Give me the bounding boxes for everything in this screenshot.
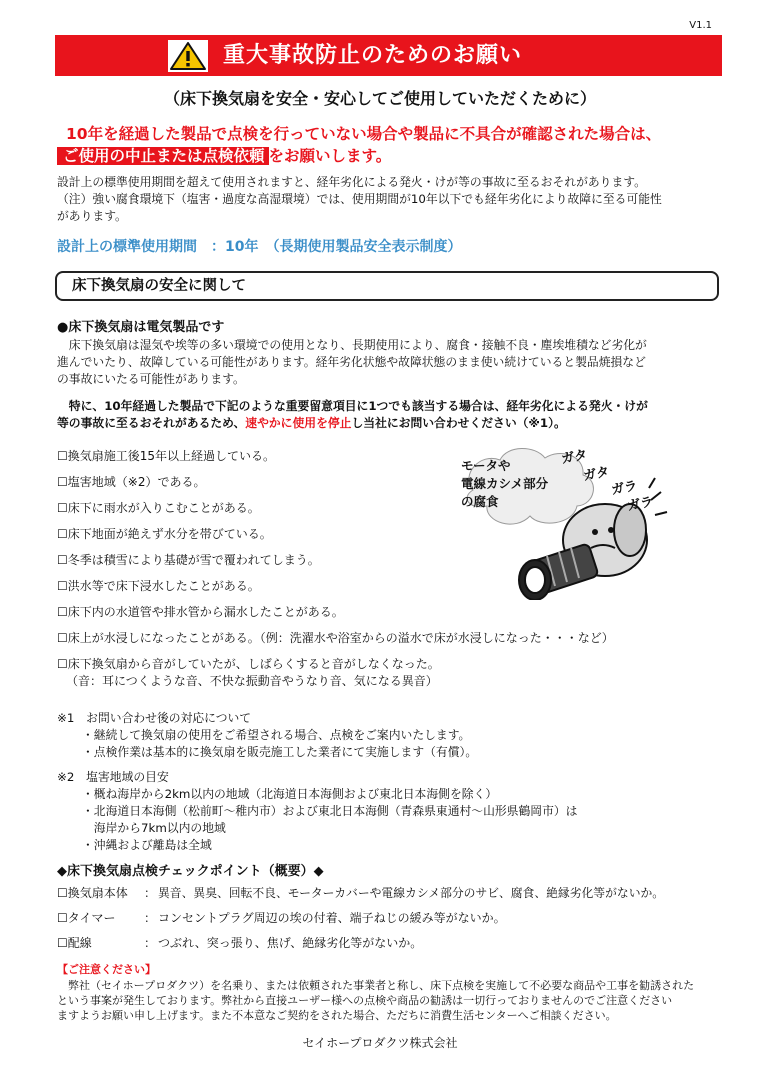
page-title: 重大事故防止のためのお願い xyxy=(223,43,523,68)
electric-para-line: 床下換気扇は湿気や埃等の多い環境での使用となり、長期使用により、腐食・接触不良・塵埃堆積など劣化が xyxy=(57,338,647,352)
checklist-item: ☐床下換気扇から音がしていたが、しばらくすると音がしなくなった。 xyxy=(57,657,440,671)
caution-line: という事案が発生しております。弊社から直接ユーザー様への点検や商品の勧誘は一切行っておりませんのでご注意ください xyxy=(57,994,673,1007)
caution-line: 弊社（セイホープロダクツ）を名乗り、または依頼された事業者と称し、床下点検を実施して不必要な商品や工事を勧誘された xyxy=(57,979,695,992)
checklist-item: ☐塩害地域（※2）である。 xyxy=(57,475,206,489)
note2-heading: ※2 塩害地域の目安 xyxy=(57,770,169,784)
inspection-label: ☐換気扇本体 xyxy=(57,886,128,900)
warning-bold-text: 等の事故に至るおそれがあるため、 xyxy=(57,416,246,430)
inspection-label: ☐配線 xyxy=(57,936,92,950)
caution-line: ますようお願い申し上げます。また不本意なご契約をされた場合、ただちに消費生活センターへご相談ください。 xyxy=(57,1009,617,1022)
electric-para-line: の事故にいたる可能性があります。 xyxy=(57,372,245,386)
alert-highlight: ご使用の中止または点検依頼 xyxy=(57,147,269,165)
note2-line: ・概ね海岸から2km以内の地域（北海道日本海側および東北日本海側を除く） xyxy=(82,787,498,801)
checklist-item: ☐床上が水浸しになったことがある。（例：洗濯水や浴室からの溢水で床が水浸しになった・・・など） xyxy=(57,631,614,645)
illustration-caption: の腐食 xyxy=(461,494,499,509)
sound-effect: ガラ xyxy=(610,478,639,499)
checklist-item: ☐床下地面が絶えず水分を帯びている。 xyxy=(57,527,272,541)
sound-effect: ガラ xyxy=(626,494,655,515)
warning-triangle-icon xyxy=(168,40,208,72)
checklist-item: ☐換気扇施工後15年以上経過している。 xyxy=(57,449,276,463)
caution-heading: 【ご注意ください】 xyxy=(57,963,156,976)
note2-line: ・北海道日本海側（松前町～稚内市）および東北日本海側（青森県東通村～山形県鶴岡市）は xyxy=(82,804,578,818)
checklist-item: ☐床下内の水道管や排水管から漏水したことがある。 xyxy=(57,605,344,619)
stop-use-emphasis: 速やかに使用を停止 xyxy=(245,416,352,430)
checklist-item: ☐冬季は積雪により基礎が雪で覆われてしまう。 xyxy=(57,553,320,567)
section-title: 床下換気扇の安全に関して xyxy=(72,278,246,294)
checklist-item: ☐床下に雨水が入りこむことがある。 xyxy=(57,501,260,515)
notice-line: 設計上の標準使用期間を超えて使用されますと、経年劣化による発火・けが等の事故に至るおそれがあります。 xyxy=(57,175,646,189)
inspection-heading: ◆床下換気扇点検チェックポイント（概要）◆ xyxy=(57,864,324,879)
sound-effect: ガタ xyxy=(582,464,611,485)
illustration-caption: 電線カシメ部分 xyxy=(461,476,549,491)
alert-line-2-rest: をお願いします。 xyxy=(268,147,392,165)
illustration-caption: モータや xyxy=(461,458,511,473)
inspection-label: ☐タイマー xyxy=(57,911,116,925)
note1-heading: ※1 お問い合わせ後の対応について xyxy=(57,711,252,725)
alert-line-1: 10年を経過した製品で点検を行っていない場合や製品に不具合が確認された場合は、 xyxy=(66,125,662,143)
checklist-note: （音：耳につくような音、不快な振動音やうなり音、気になる異音） xyxy=(66,674,438,688)
inspection-sep: ： xyxy=(144,886,157,900)
electric-para-line: 進んでいたり、故障している可能性があります。経年劣化状態や故障状態のまま使い続けていると製品焼損など xyxy=(57,355,646,369)
note1-line: ・点検作業は基本的に換気扇を販売施工した業者にて実施します（有償）。 xyxy=(82,745,478,759)
company-name: セイホープロダクツ株式会社 xyxy=(302,1036,458,1050)
alert-line-2 xyxy=(57,144,391,166)
warning-bold-line-2 xyxy=(57,415,566,432)
notice-line: （注）強い腐食環境下（塩害・過度な高湿環境）では、使用期間が10年以下でも経年劣化により故障に至る可能性 xyxy=(57,192,662,206)
electric-heading: ●床下換気扇は電気製品です xyxy=(57,320,225,335)
note1-line: ・継続して換気扇の使用をご希望される場合、点検をご案内いたします。 xyxy=(82,728,471,742)
standard-period: 設計上の標準使用期間 ：10年 （長期使用製品安全表示制度） xyxy=(57,239,462,255)
version-label: V1.1 xyxy=(689,20,712,31)
inspection-text: 異音、異臭、回転不良、モーターカバーや電線カシメ部分のサビ、腐食、絶縁劣化等がないか。 xyxy=(158,886,665,900)
note2-line: 海岸から7km以内の地域 xyxy=(82,821,226,835)
warning-bold-line-1: 特に、10年経過した製品で下記のような重要留意項目に1つでも該当する場合は、経年劣化による発火・けが xyxy=(57,399,648,413)
warning-bold-text: し当社にお問い合わせください（※1）。 xyxy=(351,416,566,430)
notice-line: があります。 xyxy=(57,209,127,223)
inspection-sep: ： xyxy=(144,911,157,925)
inspection-text: つぶれ、突っ張り、焦げ、絶縁劣化等がないか。 xyxy=(158,936,423,950)
sound-effect: ガタ xyxy=(560,447,589,468)
inspection-text: コンセントプラグ周辺の埃の付着、端子ねじの緩み等がないか。 xyxy=(158,911,506,925)
checklist-item: ☐洪水等で床下浸水したことがある。 xyxy=(57,579,260,593)
note2-line: ・沖縄および離島は全域 xyxy=(82,838,212,852)
inspection-sep: ： xyxy=(144,936,157,950)
subtitle: （床下換気扇を安全・安心してご使用していただくために） xyxy=(163,89,596,108)
